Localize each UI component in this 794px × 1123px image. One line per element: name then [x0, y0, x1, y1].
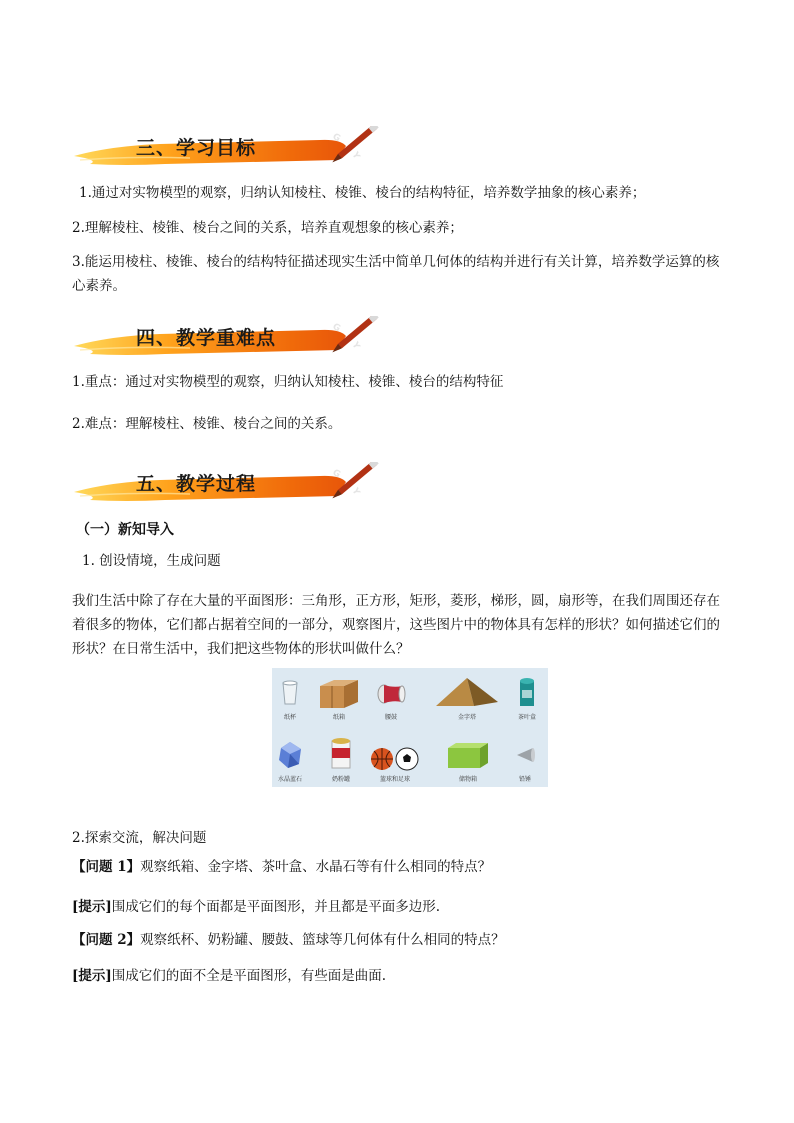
svg-text:G: G: [330, 131, 342, 145]
waist-drum-icon: [376, 682, 406, 706]
tea-canister-icon: [518, 676, 536, 708]
question-text: 观察纸杯、奶粉罐、腰鼓、篮球等几何体有什么相同的特点？: [140, 932, 505, 948]
question-text: 观察纸箱、金字塔、茶叶盒、水晶石等有什么相同的特点？: [140, 859, 492, 875]
question-tag: 【问题 2】: [72, 932, 141, 948]
hint-text: 围成它们的面不全是平面图形，有些面是曲面.: [111, 968, 387, 984]
crystal-icon: [277, 740, 303, 770]
svg-text:G: G: [330, 467, 342, 481]
goal-3: 3.能运用棱柱、棱锥、棱台的结构特征描述现实生活中简单几何体的结构并进行有关计算，培养数学运算的核心素养。: [72, 254, 720, 294]
svg-text:Y: Y: [349, 150, 362, 162]
intro-paragraph: 我们生活中除了存在大量的平面图形：三角形，正方形，矩形，菱形，梯形，圆，扇形等，在我们周围还存在着很多的物体，它们都占据着空间的一部分，观察图片，这些图片中的物体具有怎样的形状？如何描述它们的形状？在日常生活中，我们把这些物体的形状叫做什么？: [72, 593, 720, 657]
figure-label: 篮球和足球: [379, 776, 410, 783]
section-title: 三、学习目标: [136, 137, 257, 159]
paper-cup-icon: [280, 680, 300, 706]
basketball-soccer-icon: [370, 746, 420, 772]
solid-objects-figure: [272, 668, 548, 787]
plumb-bob-icon: [514, 744, 536, 766]
figure-label: 腰鼓: [384, 714, 397, 721]
svg-text:G: G: [330, 321, 342, 335]
storage-box-icon: [446, 738, 490, 770]
figure-label: 纸杯: [283, 714, 296, 721]
figure-label: 金字塔: [457, 714, 476, 721]
goal-2: 2.理解棱柱、棱锥、棱台之间的关系，培养直观想象的核心素养；: [72, 220, 463, 236]
figure-label: 铅锤: [518, 776, 531, 783]
hint-1: [72, 897, 440, 917]
step-2: 2.探索交流，解决问题: [72, 830, 207, 846]
svg-text:Y: Y: [349, 486, 362, 498]
figure-label: 奶粉罐: [331, 776, 350, 783]
section-title: 四、教学重难点: [136, 327, 277, 349]
step-1: 1. 创设情境，生成问题: [82, 553, 221, 569]
figure-label: 茶叶盒: [517, 714, 536, 721]
hint-tag: [提示]: [72, 968, 112, 984]
section-banner-keypoints: [70, 316, 380, 360]
hint-2: [72, 966, 386, 986]
milk-powder-can-icon: [330, 736, 352, 770]
question-2: [72, 930, 505, 950]
svg-text:Y: Y: [349, 340, 362, 352]
hint-tag: [提示]: [72, 899, 112, 915]
section-banner-goals: [70, 126, 380, 170]
figure-label: 纸箱: [332, 714, 345, 721]
key-point-2: 2.难点：理解棱柱、棱锥、棱台之间的关系。: [72, 416, 342, 432]
hint-text: 围成它们的每个面都是平面图形，并且都是平面多边形.: [111, 899, 441, 915]
section-banner-process: [70, 462, 380, 506]
question-1: [72, 857, 491, 877]
figure-label: 储物箱: [458, 776, 477, 783]
key-point-1: 1.重点：通过对实物模型的观察，归纳认知棱柱、棱锥、棱台的结构特征: [72, 374, 504, 390]
question-tag: 【问题 1】: [72, 859, 141, 875]
cardboard-box-icon: [318, 676, 360, 710]
goal-1: 1.通过对实物模型的观察，归纳认知棱柱、棱锥、棱台的结构特征，培养数学抽象的核心素养；: [79, 185, 646, 201]
pyramid-icon: [434, 676, 500, 708]
figure-label: 水晶蓝石: [277, 776, 302, 783]
section-title: 五、教学过程: [136, 473, 257, 495]
subsection-title: （一）新知导入: [76, 522, 174, 538]
